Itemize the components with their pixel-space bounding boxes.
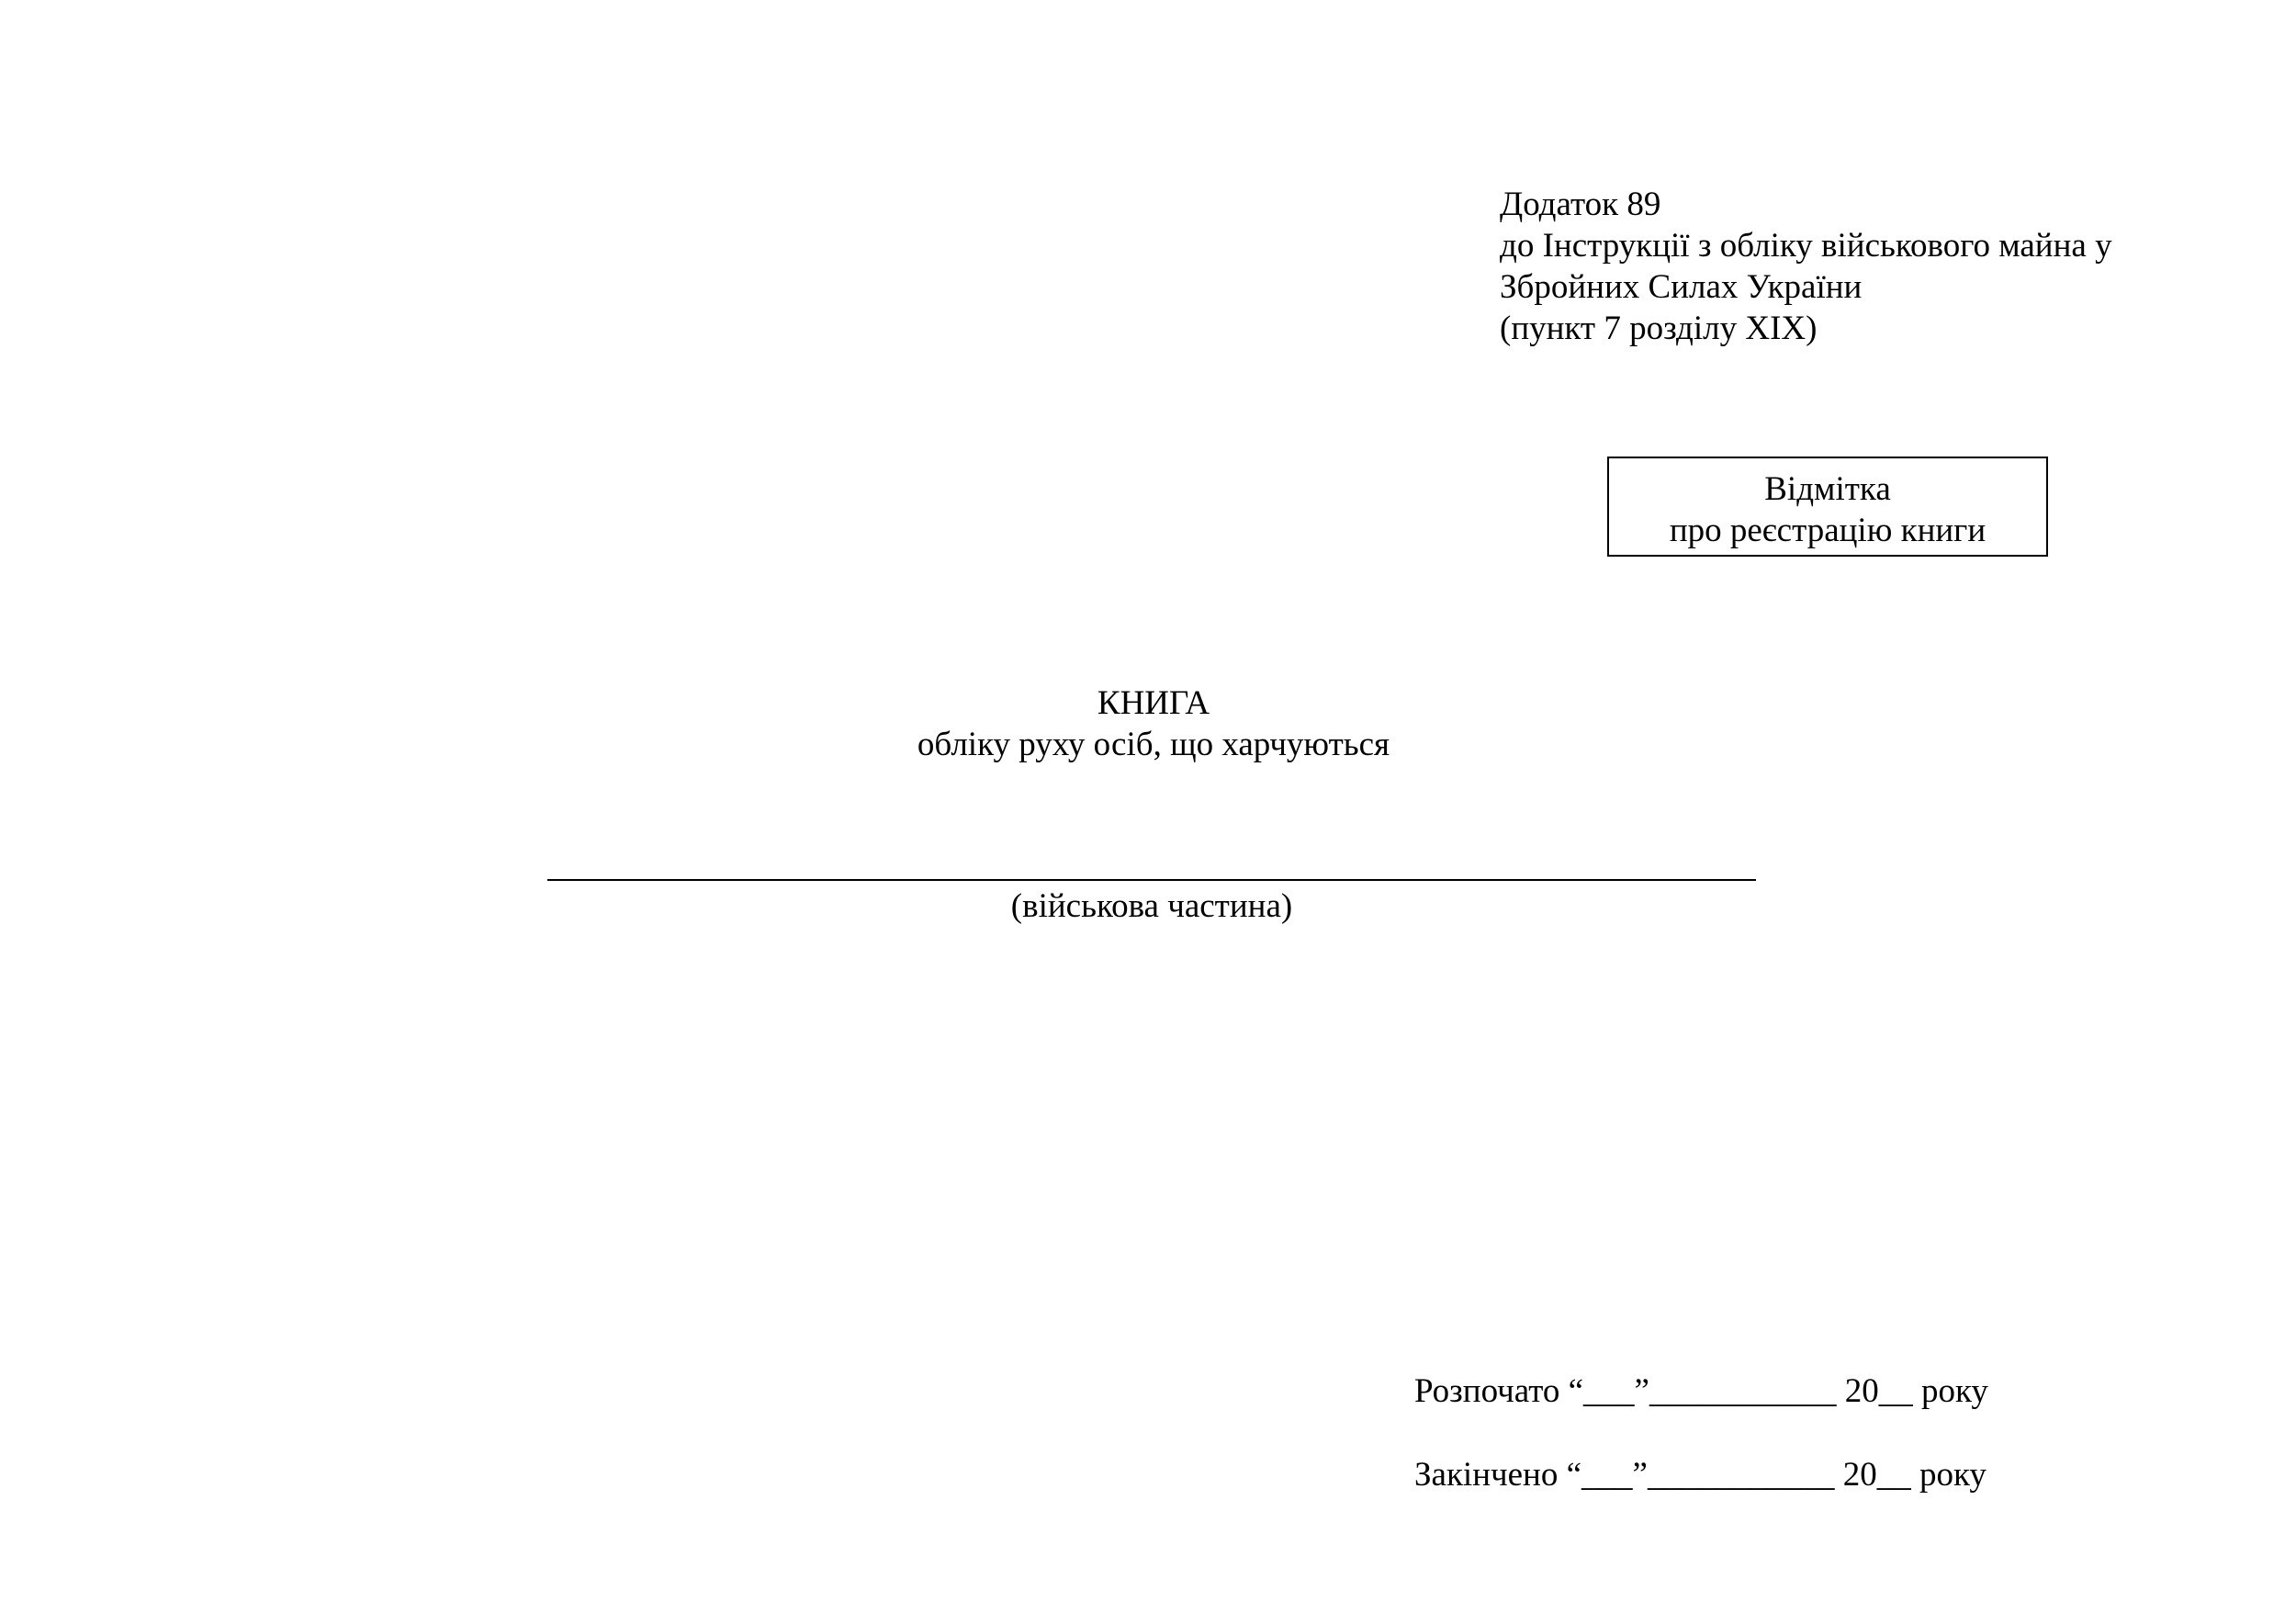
military-unit-fill-line — [547, 879, 1756, 881]
registration-mark-text: про реєстрацію книги — [1669, 512, 1986, 549]
annex-instruction: до Інструкції з обліку військового майна у — [1500, 227, 2112, 265]
registration-mark-box — [1607, 457, 2048, 557]
annex-reference — [1500, 184, 2112, 349]
annex-number: Додаток 89 — [1500, 186, 1661, 223]
registration-mark-label: Відмітка — [1764, 470, 1891, 508]
book-heading: КНИГА — [1097, 684, 1210, 722]
end-date-line: Закінчено “___”___________ 20__ року — [1414, 1456, 1986, 1494]
annex-clause: (пункт 7 розділу XIX) — [1500, 310, 1818, 347]
book-title — [0, 682, 2296, 765]
book-subtitle: обліку руху осіб, що харчуються — [917, 726, 1390, 763]
military-unit-caption: (військова частина) — [1010, 887, 1293, 925]
annex-forces: Збройних Силах України — [1500, 268, 1863, 306]
start-date-line: Розпочато “___”___________ 20__ року — [1414, 1372, 1988, 1410]
